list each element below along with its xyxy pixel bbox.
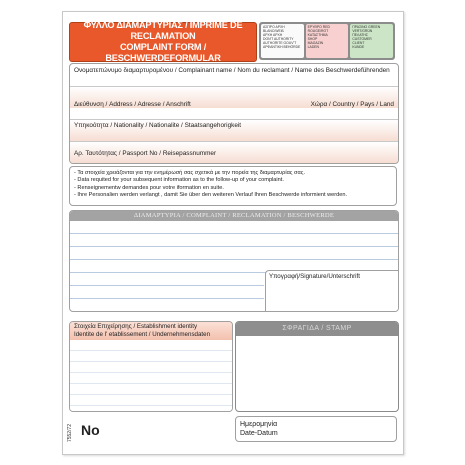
copy-white-line: ΑΣΠΡΟ ΑΡΧΗ — [263, 25, 285, 29]
address-field-label: Διεύθυνση / Address / Adresse / Anschrift — [74, 101, 191, 108]
nationality-field[interactable] — [70, 119, 398, 141]
date-label-line2: Date-Datum — [240, 430, 278, 437]
copy-white-line: DON'T AUTHORITY — [263, 37, 294, 41]
address-field[interactable] — [70, 86, 398, 108]
form-number-label: No — [81, 422, 100, 438]
copy-white-line: BLANC/WEIß — [263, 29, 284, 33]
copy-green-line: CLIENT — [352, 41, 365, 45]
establishment-label-line2: Identite de l' etablissement / Undernehmensdaten — [74, 331, 211, 338]
copy-pink-line: ΕΡΥΘΡΟ RED — [307, 25, 330, 29]
name-field-label: Ονοματεπώνυμο διαμαρτυρομένου / Complainant name / Nom du reclamant / Name des Beschwerdeführenden — [74, 67, 390, 74]
form-code: 7552/72 — [67, 423, 73, 443]
name-field[interactable] — [70, 67, 398, 86]
establishment-identity-box[interactable] — [69, 321, 233, 412]
copy-white — [261, 24, 304, 58]
note-line: - Ihre Personalien werden verlangt , damit Sie über den weiteren Verlauf Ihren Beschwerde informient werden. — [74, 192, 347, 199]
copy-green-line: KUNDE — [352, 45, 365, 49]
form-title — [69, 22, 257, 62]
copy-green-line: ΠΡΑΣΙΝΟ GREEN — [352, 25, 381, 29]
establishment-label-line1: Στοιχεία Επιχείρησης / Establishment identity — [74, 323, 198, 330]
copy-pink-line: MAGAZIN — [307, 41, 324, 45]
passport-field[interactable] — [70, 141, 398, 163]
country-field-label: Χώρα / Country / Pays / Land — [310, 101, 394, 108]
signature-label: Υπογραφή/Signature/Unterschrift — [269, 273, 360, 280]
complaint-line — [70, 298, 264, 299]
stamp-header: ΣΦΡΑΓΙΔΑ / STAMP — [236, 322, 398, 336]
form-title-line2: COMPLAINT FORM / BESCHWERDEFORMULAR — [105, 42, 221, 63]
copy-green-line: CUSTOMER — [352, 37, 372, 41]
copy-pink-line: LADEN — [307, 45, 319, 49]
date-label-line1: Ημερομηνία — [240, 421, 278, 428]
nationality-field-label: Υπηκοότητα / Nationality / Nationalite / Staatsangehorigkeit — [74, 122, 242, 129]
copy-pink — [306, 24, 349, 58]
complaint-section — [69, 210, 399, 312]
stamp-box[interactable] — [235, 321, 399, 412]
copy-pink-line: ROUGE/ROT — [307, 29, 329, 33]
establishment-lines — [70, 340, 232, 411]
complaint-header: ΔΙΑΜΑΡΤΥΡΙΑ / COMPLAINT / RECLAMATION / BESCHWERDE — [70, 211, 398, 221]
signature-box[interactable] — [265, 270, 398, 311]
copy-pink-line: SHOP — [307, 37, 318, 41]
copy-pink-line: ΚΑΤΑΣΤΗΜΑ — [307, 33, 328, 37]
note-line: - Renseignementw demandes pour votre iformation en suite. — [74, 184, 224, 191]
copy-green — [350, 24, 393, 58]
copy-green-line: ΠΕΛΑΤΗΣ — [352, 33, 368, 37]
complaint-line — [70, 233, 398, 234]
complaint-line — [70, 259, 398, 260]
form-title-line1: ΦΥΛΛΟ ΔΙΑΜΑΡΤΥΡΙΑΣ / IMPRIME DE RECLAMATION — [83, 20, 243, 41]
date-field[interactable] — [235, 416, 397, 442]
copy-distribution-legend — [259, 22, 395, 60]
copy-white-line: ΑΡΦΑΝΤΙΚΗ BEHÖRDE — [263, 45, 301, 49]
note-line: - Data requited for your subsequent information as to the follow-up of your complaint. — [74, 177, 284, 184]
copy-white-line: ΑΡΧΗ ΑΡΧΗ — [263, 33, 283, 37]
complaint-form — [62, 11, 404, 455]
complaint-line — [70, 285, 264, 286]
copy-green-line: VERT/GRÜN — [352, 29, 373, 33]
copy-white-line: AUTHORITE GOUV'T — [263, 41, 297, 45]
complainant-details-section — [69, 63, 399, 164]
note-line: - Τα στοιχεία χρειάζονται για την ενημέρωσή σας σχετικά με την πορεία της διαμαρτυρίας σας. — [74, 170, 305, 176]
privacy-notes — [69, 166, 397, 206]
passport-field-label: Αρ. Ταυτότητας / Passport No / Reisepassnummer — [74, 150, 217, 157]
complaint-line — [70, 246, 398, 247]
establishment-header — [70, 322, 232, 340]
